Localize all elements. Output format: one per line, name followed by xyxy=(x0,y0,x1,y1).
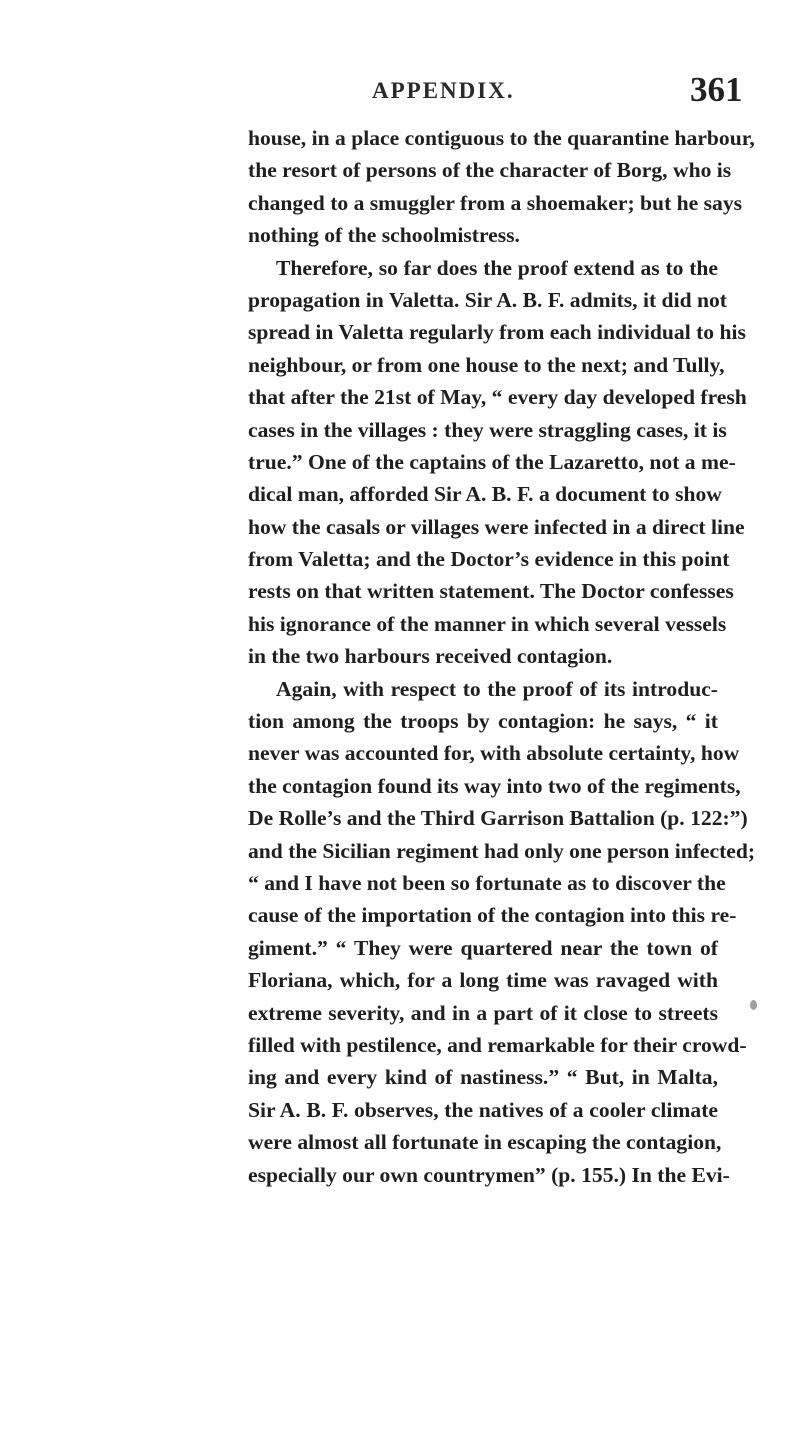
body-text xyxy=(248,122,756,1191)
text-line: and the Sicilian regiment had only one person infected; xyxy=(248,838,756,863)
text-line: the resort of persons of the character of Borg, who is xyxy=(248,158,732,183)
text-line: changed to a smuggler from a shoemaker; but he says xyxy=(248,190,743,215)
text-line: in the two harbours received contagion. xyxy=(248,644,613,669)
text-line: neighbour, or from one house to the next; and Tully, xyxy=(248,352,725,377)
text-line: from Valetta; and the Doctor’s evidence in this point xyxy=(248,547,730,572)
text-line: “ and I have not been so fortunate as to discover the xyxy=(248,870,726,895)
text-line: propagation in Valetta. Sir A. B. F. admits, it did not xyxy=(248,287,727,312)
text-line: Floriana, which, for a long time was ravaged with xyxy=(248,968,718,993)
text-line: never was accounted for, with absolute certainty, how xyxy=(248,741,740,766)
text-line: were almost all fortunate in escaping the contagion, xyxy=(248,1130,722,1155)
text-line: Again, with respect to the proof of its introduc- xyxy=(276,676,718,701)
text-line: his ignorance of the manner in which several vessels xyxy=(248,611,727,636)
text-line: extreme severity, and in a part of it close to streets xyxy=(248,1000,718,1025)
text-line: nothing of the schoolmistress. xyxy=(248,223,520,248)
text-line: Therefore, so far does the proof extend as to the xyxy=(276,255,718,280)
text-line: the contagion found its way into two of the regiments, xyxy=(248,773,741,798)
running-head xyxy=(0,68,800,108)
text-line: giment.” “ They were quartered near the town of xyxy=(248,935,718,960)
text-line: De Rolle’s and the Third Garrison Battalion (p. 122:”) xyxy=(248,806,748,831)
text-line: spread in Valetta regularly from each individual to his xyxy=(248,320,746,345)
text-line: dical man, afforded Sir A. B. F. a document to show xyxy=(248,482,722,507)
text-line: house, in a place contiguous to the quarantine harbour, xyxy=(248,126,755,150)
text-line: true.” One of the captains of the Lazaretto, not a me- xyxy=(248,449,736,474)
text-line: that after the 21st of May, “ every day developed fresh xyxy=(248,385,747,410)
text-line: cause of the importation of the contagion into this re- xyxy=(248,903,737,928)
text-line: tion among the troops by contagion: he says, “ it xyxy=(248,709,718,734)
text-line: filled with pestilence, and remarkable for their crowd- xyxy=(248,1032,747,1057)
running-title: APPENDIX. xyxy=(372,78,515,103)
text-line: rests on that written statement. The Doctor confesses xyxy=(248,579,734,604)
ink-smudge xyxy=(750,1000,757,1010)
text-line: how the casals or villages were infected in a direct line xyxy=(248,514,745,539)
text-line: ing and every kind of nastiness.” “ But, in Malta, xyxy=(248,1065,718,1090)
page-number: 361 xyxy=(690,70,743,109)
text-line: Sir A. B. F. observes, the natives of a cooler climate xyxy=(248,1097,718,1122)
text-line: especially our own countrymen” (p. 155.) In the Evi- xyxy=(248,1162,730,1187)
text-line: cases in the villages : they were straggling cases, it is xyxy=(248,417,727,442)
